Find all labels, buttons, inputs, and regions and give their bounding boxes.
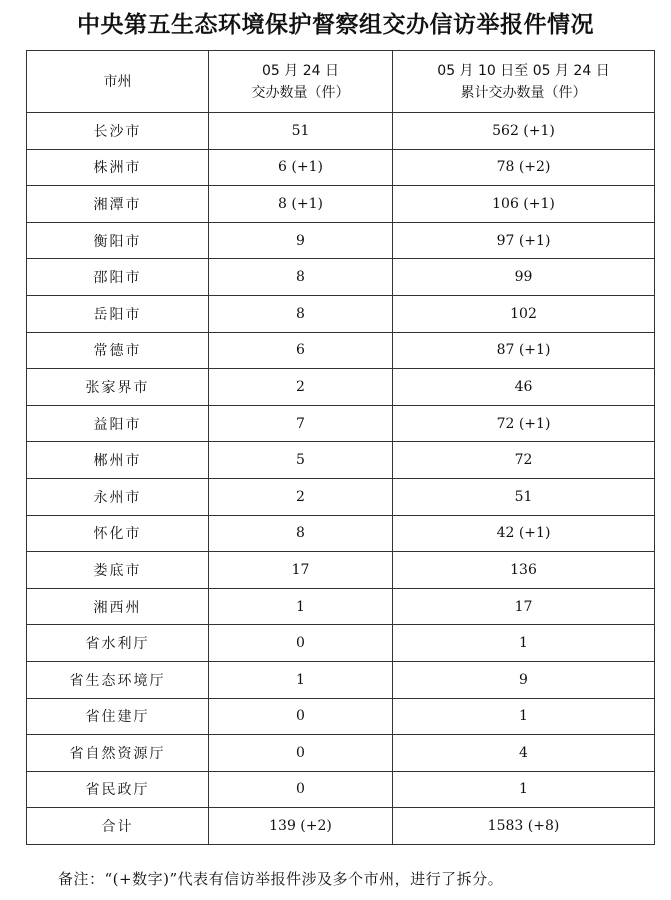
region-cell: 益阳市: [27, 405, 209, 442]
cumulative-count-cell: 72 (+1): [393, 405, 655, 442]
table-row: [27, 295, 655, 332]
footnote: 备注：“(+数字)”代表有信访举报件涉及多个市州，进行了拆分。: [58, 870, 504, 888]
table-row: [27, 442, 655, 479]
cumulative-count-cell: 102: [393, 295, 655, 332]
daily-count-cell: 1: [209, 588, 393, 625]
cumulative-count-cell: 9: [393, 661, 655, 698]
table-row: [27, 771, 655, 808]
cumulative-count-cell: 87 (+1): [393, 332, 655, 369]
cumulative-count-cell: 42 (+1): [393, 515, 655, 552]
region-cell: 湘潭市: [27, 186, 209, 223]
region-cell: 省自然资源厅: [27, 735, 209, 772]
daily-count-cell: 8 (+1): [209, 186, 393, 223]
region-cell: 永州市: [27, 478, 209, 515]
region-cell: 衡阳市: [27, 222, 209, 259]
report-table: [26, 50, 655, 845]
cumulative-count-cell: 17: [393, 588, 655, 625]
cumulative-count-cell: 51: [393, 478, 655, 515]
table-row: [27, 552, 655, 589]
region-cell: 省住建厅: [27, 698, 209, 735]
region-cell: 怀化市: [27, 515, 209, 552]
region-cell: 省民政厅: [27, 771, 209, 808]
daily-count-cell: 139 (+2): [209, 808, 393, 845]
table-row: [27, 698, 655, 735]
region-cell: 省生态环境厅: [27, 661, 209, 698]
daily-count-cell: 9: [209, 222, 393, 259]
cumulative-count-cell: 78 (+2): [393, 149, 655, 186]
daily-count-cell: 0: [209, 625, 393, 662]
daily-count-cell: 8: [209, 295, 393, 332]
cumulative-count-cell: 4: [393, 735, 655, 772]
daily-count-cell: 0: [209, 771, 393, 808]
cumulative-count-cell: 1: [393, 625, 655, 662]
header-daily-label: 交办数量（件）: [251, 84, 350, 101]
page-title: 中央第五生态环境保护督察组交办信访举报件情况: [77, 12, 594, 38]
table-body: [27, 113, 655, 845]
daily-count-cell: 0: [209, 735, 393, 772]
header-cumulative-date: 05 月 10 日至 05 月 24 日: [437, 62, 610, 79]
region-cell: 岳阳市: [27, 295, 209, 332]
header-region: [27, 51, 209, 113]
cumulative-count-cell: 1583 (+8): [393, 808, 655, 845]
table-row: [27, 735, 655, 772]
table-row: [27, 661, 655, 698]
region-cell: 邵阳市: [27, 259, 209, 296]
cumulative-count-cell: 1: [393, 771, 655, 808]
header-region-label: 市州: [103, 73, 132, 90]
cumulative-count-cell: 72: [393, 442, 655, 479]
daily-count-cell: 8: [209, 259, 393, 296]
header-daily: [209, 51, 393, 113]
region-cell: 郴州市: [27, 442, 209, 479]
table-row: [27, 588, 655, 625]
header-cumulative: [393, 51, 655, 113]
header-row: [27, 51, 655, 113]
cumulative-count-cell: 97 (+1): [393, 222, 655, 259]
cumulative-count-cell: 562 (+1): [393, 113, 655, 150]
region-cell: 常德市: [27, 332, 209, 369]
table-row: [27, 515, 655, 552]
table-row: [27, 369, 655, 406]
region-cell: 省水利厅: [27, 625, 209, 662]
header-cumulative-label: 累计交办数量（件）: [460, 84, 587, 101]
table-row: [27, 625, 655, 662]
cumulative-count-cell: 106 (+1): [393, 186, 655, 223]
daily-count-cell: 7: [209, 405, 393, 442]
daily-count-cell: 2: [209, 369, 393, 406]
daily-count-cell: 6 (+1): [209, 149, 393, 186]
region-cell: 张家界市: [27, 369, 209, 406]
region-cell: 合计: [27, 808, 209, 845]
table-row: [27, 222, 655, 259]
cumulative-count-cell: 46: [393, 369, 655, 406]
table-row: [27, 332, 655, 369]
table-row: [27, 113, 655, 150]
cumulative-count-cell: 99: [393, 259, 655, 296]
total-row: [27, 808, 655, 845]
daily-count-cell: 8: [209, 515, 393, 552]
cumulative-count-cell: 1: [393, 698, 655, 735]
table-row: [27, 149, 655, 186]
cumulative-count-cell: 136: [393, 552, 655, 589]
daily-count-cell: 17: [209, 552, 393, 589]
table-row: [27, 186, 655, 223]
table-row: [27, 478, 655, 515]
region-cell: 娄底市: [27, 552, 209, 589]
daily-count-cell: 2: [209, 478, 393, 515]
table-row: [27, 259, 655, 296]
table-row: [27, 405, 655, 442]
daily-count-cell: 51: [209, 113, 393, 150]
region-cell: 长沙市: [27, 113, 209, 150]
daily-count-cell: 1: [209, 661, 393, 698]
region-cell: 湘西州: [27, 588, 209, 625]
daily-count-cell: 5: [209, 442, 393, 479]
region-cell: 株洲市: [27, 149, 209, 186]
daily-count-cell: 0: [209, 698, 393, 735]
daily-count-cell: 6: [209, 332, 393, 369]
header-daily-date: 05 月 24 日: [262, 62, 339, 79]
